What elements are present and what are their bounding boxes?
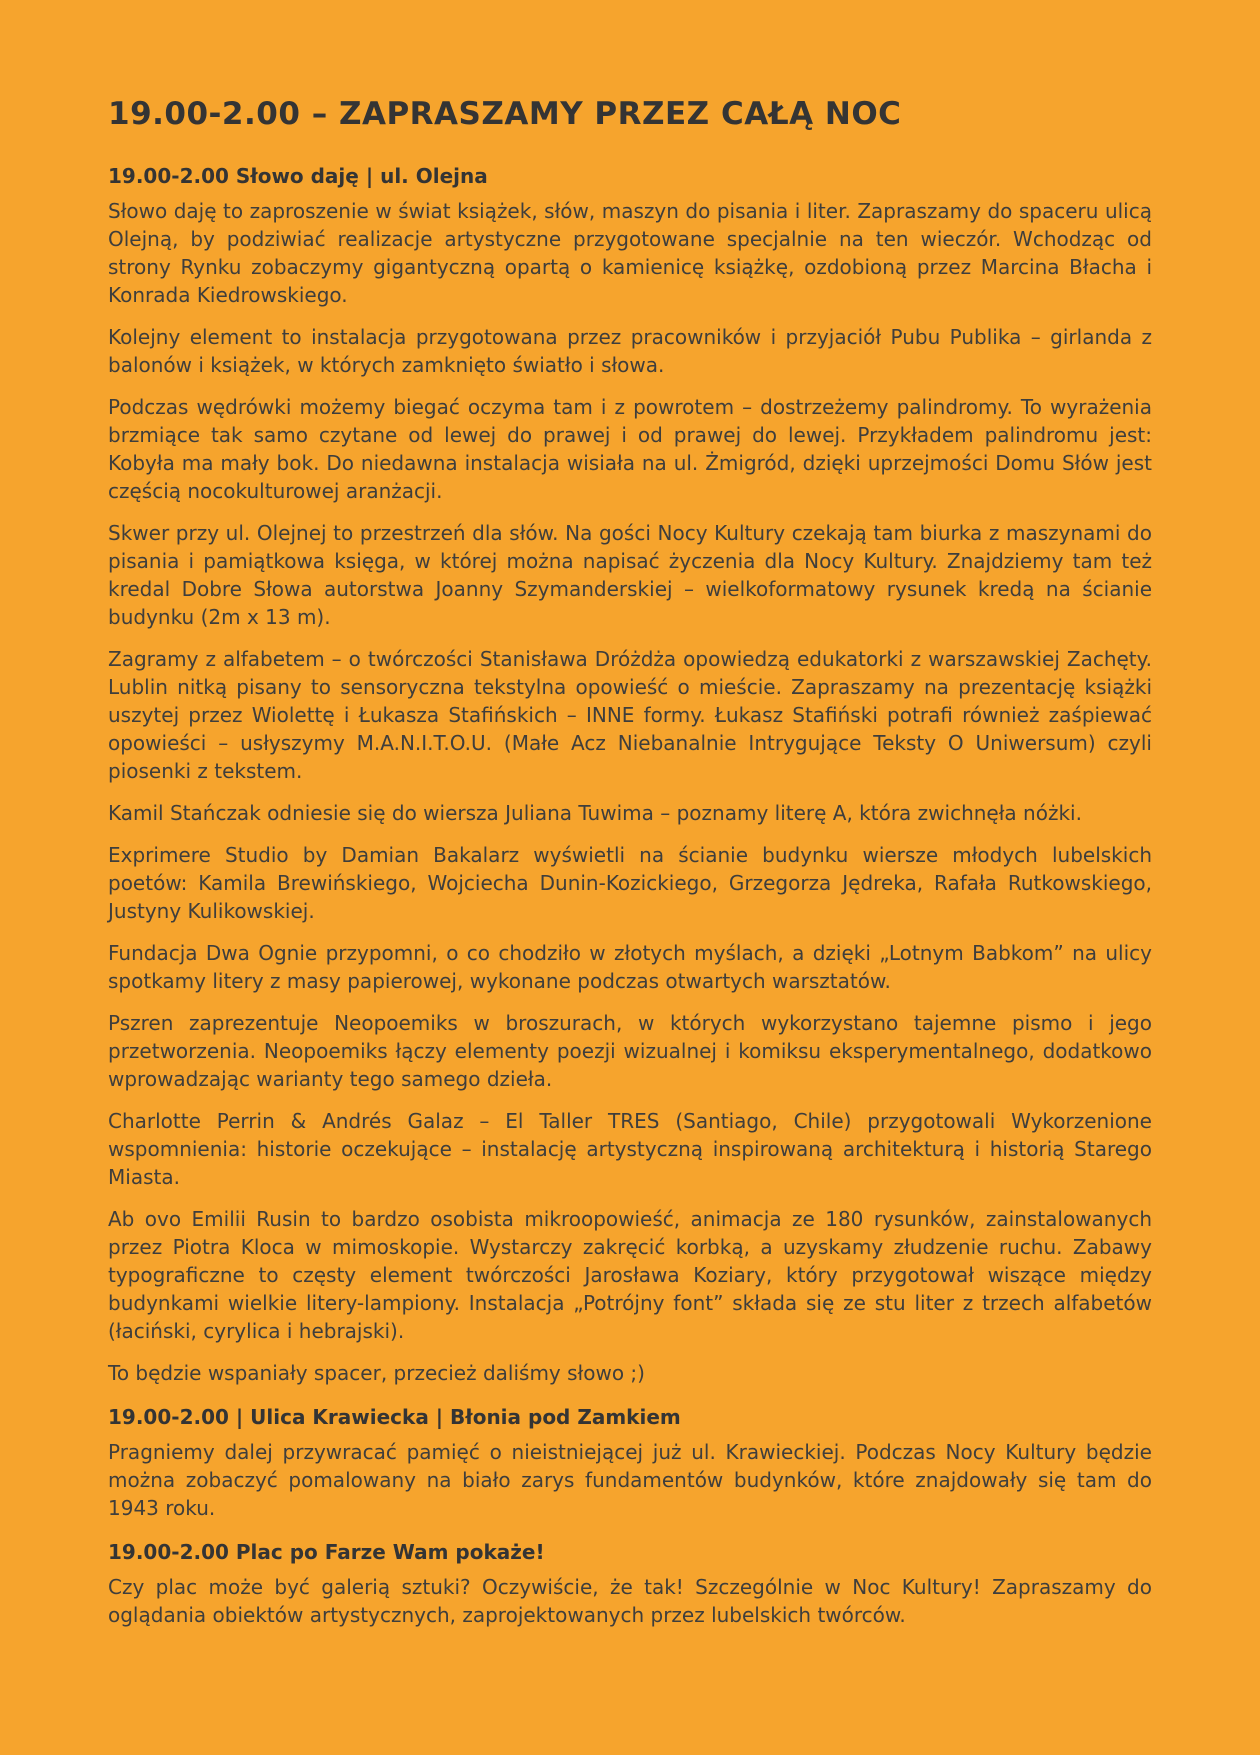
section-plac-po-farze — [108, 1540, 1152, 1629]
paragraph: Zagramy z alfabetem – o twórczości Stanisława Dróżdża opowiedzą edukatorki z warszawskiej Zachęty. Lublin nitką pisany to sensoryczna tekstylna opowieść o mieście. Zapraszamy na prezentację książki uszytej przez Wiolettę i Łukasza Stafińskich – INNE formy. Łukasz Stafiński potrafi również zaśpiewać opowieści – usłyszymy M.A.N.I.T.O.U. (Małe Acz Niebanalnie Intrygujące Teksty O Uniwersum) czyli piosenki z tekstem. — [108, 647, 1152, 783]
paragraph: Kolejny element to instalacja przygotowana przez pracowników i przyjaciół Pubu Publika – girlanda z balonów i książek, w których zamknięto światło i słowa. — [108, 325, 1152, 377]
page-title: 19.00-2.00 – ZAPRASZAMY PRZEZ CAŁĄ NOC — [108, 96, 902, 132]
paragraph: Słowo daję to zaproszenie w świat książek, słów, maszyn do pisania i liter. Zapraszamy do spaceru ulicą Olejną, by podziwiać realizacje artystyczne przygotowane specjalnie na ten wieczór. Wchodząc od strony Rynku zobaczymy gigantyczną opartą o kamienicę książkę, ozdobioną przez Marcina Błacha i Konrada Kiedrowskiego. — [108, 199, 1152, 307]
paragraph: Exprimere Studio by Damian Bakalarz wyświetli na ścianie budynku wiersze młodych lubelskich poetów: Kamila Brewińskiego, Wojciecha Dunin-Kozickiego, Grzegorza Jędreka, Rafała Rutkowskiego, Justyny Kulikowskiej. — [108, 843, 1152, 923]
paragraph: Skwer przy ul. Olejnej to przestrzeń dla słów. Na gości Nocy Kultury czekają tam biurka z maszynami do pisania i pamiątkowa księga, w której można napisać życzenia dla Nocy Kultury. Znajdziemy tam też kredal Dobre Słowa autorstwa Joanny Szymanderskiej – wielkoformatowy rysunek kredą na ścianie budynku (2m x 13 m). — [108, 521, 1152, 629]
paragraph: Pragniemy dalej przywracać pamięć o nieistniejącej już ul. Krawieckiej. Podczas Nocy Kultury będzie można zobaczyć pomalowany na biało zarys fundamentów budynków, które znajdowały się tam do 1943 roku. — [108, 1440, 1152, 1520]
section-slowo-daje — [108, 164, 1152, 1387]
paragraph: Podczas wędrówki możemy biegać oczyma tam i z powrotem – dostrzeżemy palindromy. To wyrażenia brzmiące tak samo czytane od lewej do prawej i od prawej do lewej. Przykładem palindromu jest: Kobyła ma mały bok. Do niedawna instalacja wisiała na ul. Żmigród, dzięki uprzejmości Domu Słów jest częścią nocokulturowej aranżacji. — [108, 395, 1152, 503]
paragraph: Kamil Stańczak odniesie się do wiersza Juliana Tuwima – poznamy literę A, która zwichnęła nóżki. — [108, 801, 1082, 825]
section-heading: 19.00-2.00 | Ulica Krawiecka | Błonia pod Zamkiem — [108, 1405, 681, 1429]
section-ulica-krawiecka — [108, 1405, 1152, 1522]
section-heading: 19.00-2.00 Słowo daję | ul. Olejna — [108, 164, 488, 188]
paragraph: Charlotte Perrin & Andrés Galaz – El Taller TRES (Santiago, Chile) przygotowali Wykorzenione wspomnienia: historie oczekujące – instalację artystyczną inspirowaną architekturą i historią Starego Miasta. — [108, 1109, 1152, 1189]
section-heading: 19.00-2.00 Plac po Farze Wam pokaże! — [108, 1540, 545, 1564]
paragraph: Ab ovo Emilii Rusin to bardzo osobista mikroopowieść, animacja ze 180 rysunków, zainstalowanych przez Piotra Kloca w mimoskopie. Wystarczy zakręcić korbką, a uzyskamy złudzenie ruchu. Zabawy typograficzne to częsty element twórczości Jarosława Koziary, który przygotował wiszące między budynkami wielkie litery-lampiony. Instalacja „Potrójny font” składa się ze stu liter z trzech alfabetów (łaciński, cyrylica i hebrajski). — [108, 1207, 1152, 1343]
paragraph: Fundacja Dwa Ognie przypomni, o co chodziło w złotych myślach, a dzięki „Lotnym Babkom” na ulicy spotkamy litery z masy papierowej, wykonane podczas otwartych warsztatów. — [108, 941, 1152, 993]
paragraph: Czy plac może być galerią sztuki? Oczywiście, że tak! Szczególnie w Noc Kultury! Zapraszamy do oglądania obiektów artystycznych, zaprojektowanych przez lubelskich twórców. — [108, 1575, 1152, 1627]
paragraph: Pszren zaprezentuje Neopoemiks w broszurach, w których wykorzystano tajemne pismo i jego przetworzenia. Neopoemiks łączy elementy poezji wizualnej i komiksu eksperymentalnego, dodatkowo wprowadzając warianty tego samego dzieła. — [108, 1011, 1152, 1091]
paragraph: To będzie wspaniały spacer, przecież daliśmy słowo ;) — [108, 1361, 645, 1385]
